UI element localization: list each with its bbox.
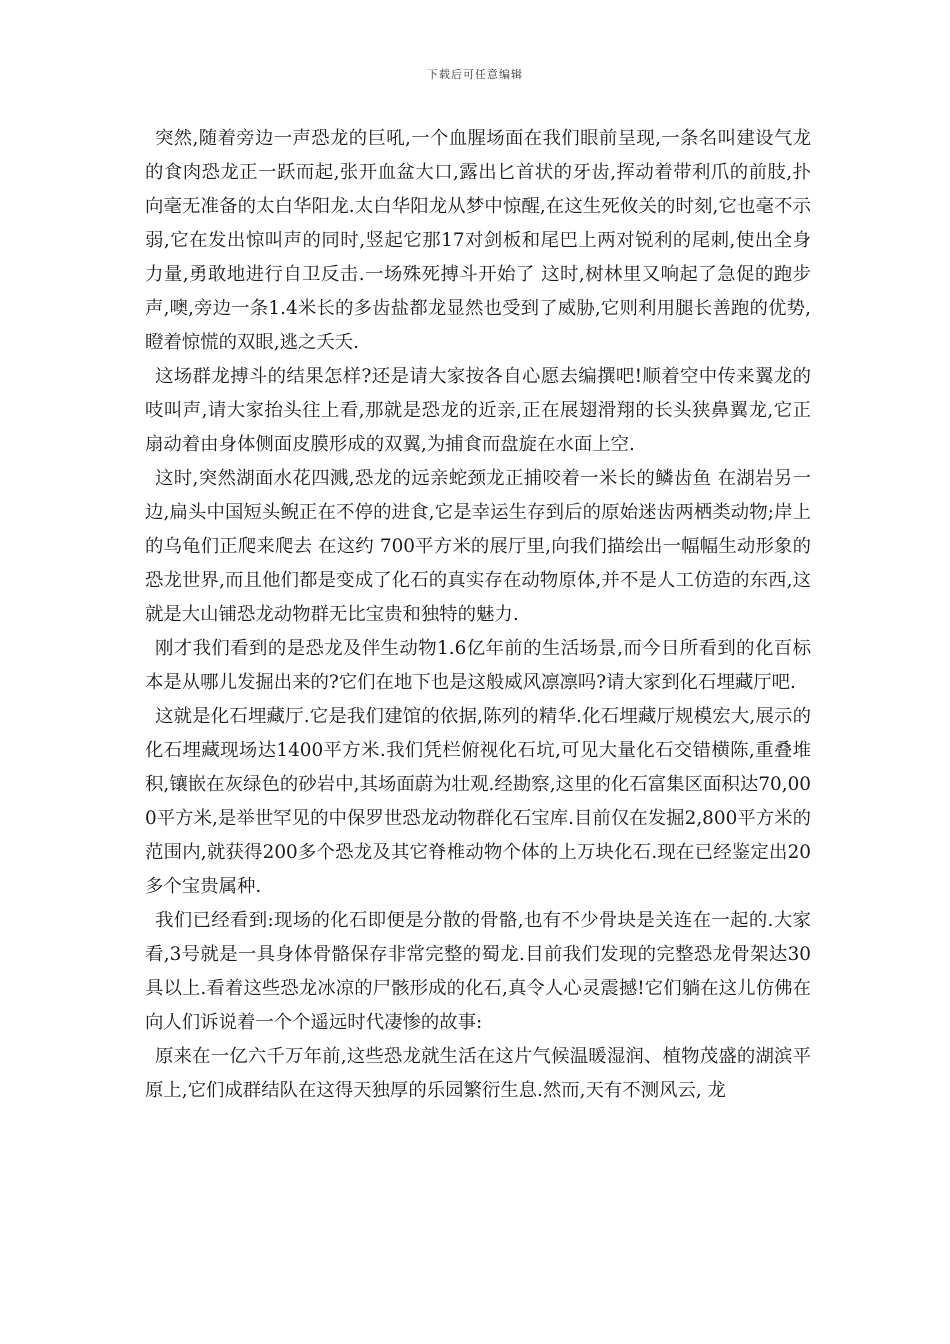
paragraph-4: 刚才我们看到的是恐龙及伴生动物1.6亿年前的生活场景,而今日所看到的化百标本是从哪儿发掘出来的?它们在地下也是这般威风凛凛吗?请大家到化石埋藏厅吧.	[145, 638, 811, 693]
paragraph-1: 突然,随着旁边一声恐龙的巨吼,一个血腥场面在我们眼前呈现,一条名叫建设气龙的食肉恐龙正一跃而起,张开血盆大口,露出匕首状的牙齿,挥动着带利爪的前肢,扑向毫无准备的太白华阳龙.太白华阳龙从梦中惊醒,在这生死攸关的时刻,它也毫不示弱,它在发出惊叫声的同时,竖起它那17对剑板和尾巴上两对锐利的尾刺,使出全身力量,勇敢地进行自卫反击.一场殊死搏斗开始了 这时,树林里又响起了急促的跑步声,噢,旁边一条1.4米长的多齿盐都龙显然也受到了威胁,它则利用腿长善跑的优势,瞪着惊慌的双眼,逃之夭夭.	[145, 128, 811, 353]
paragraph-3: 这时,突然湖面水花四溅,恐龙的远亲蛇颈龙正捕咬着一米长的鳞齿鱼 在湖岩另一边,扁头中国短头鲵正在不停的进食,它是幸运生存到后的原始迷齿两栖类动物;岸上的乌龟们正爬来爬去 在这约 700平方米的展厅里,向我们描绘出一幅幅生动形象的恐龙世界,而且他们都是变成了化石的真实存在动物原体,并不是人工仿造的东西,这就是大山铺恐龙动物群无比宝贵和独特的魅力.	[145, 468, 811, 625]
document-body	[145, 122, 811, 1108]
page-header: 下载后可任意编辑	[427, 68, 523, 81]
paragraph-5: 这就是化石埋藏厅.它是我们建馆的依据,陈列的精华.化石埋藏厅规模宏大,展示的化石埋藏现场达1400平方米.我们凭栏俯视化石坑,可见大量化石交错横陈,重叠堆积,镶嵌在灰绿色的砂岩中,其场面蔚为壮观.经勘察,这里的化石富集区面积达70,000平方米,是举世罕见的中保罗世恐龙动物群化石宝库.目前仅在发掘2,800平方米的范围内,就获得200多个恐龙及其它脊椎动物个体的上万块化石.现在已经鉴定出20多个宝贵属种.	[145, 706, 811, 897]
paragraph-2: 这场群龙搏斗的结果怎样?还是请大家按各自心愿去编撰吧!顺着空中传来翼龙的吱叫声,请大家抬头往上看,那就是恐龙的近亲,正在展翅滑翔的长头狭鼻翼龙,它正扇动着由身体侧面皮膜形成的双翼,为捕食而盘旋在水面上空.	[145, 366, 811, 455]
paragraph-7: 原来在一亿六千万年前,这些恐龙就生活在这片气候温暖湿润、植物茂盛的湖滨平原上,它们成群结队在这得天独厚的乐园繁衍生息.然而,天有不测风云, 龙	[145, 1046, 811, 1101]
paragraph-6: 我们已经看到:现场的化石即便是分散的骨骼,也有不少骨块是关连在一起的.大家看,3号就是一具身体骨骼保存非常完整的蜀龙.目前我们发现的完整恐龙骨架达30具以上.看着这些恐龙冰凉的尸骸形成的化石,真令人心灵震撼!它们躺在这儿仿佛在向人们诉说着一个个遥远时代凄惨的故事:	[145, 910, 811, 1033]
